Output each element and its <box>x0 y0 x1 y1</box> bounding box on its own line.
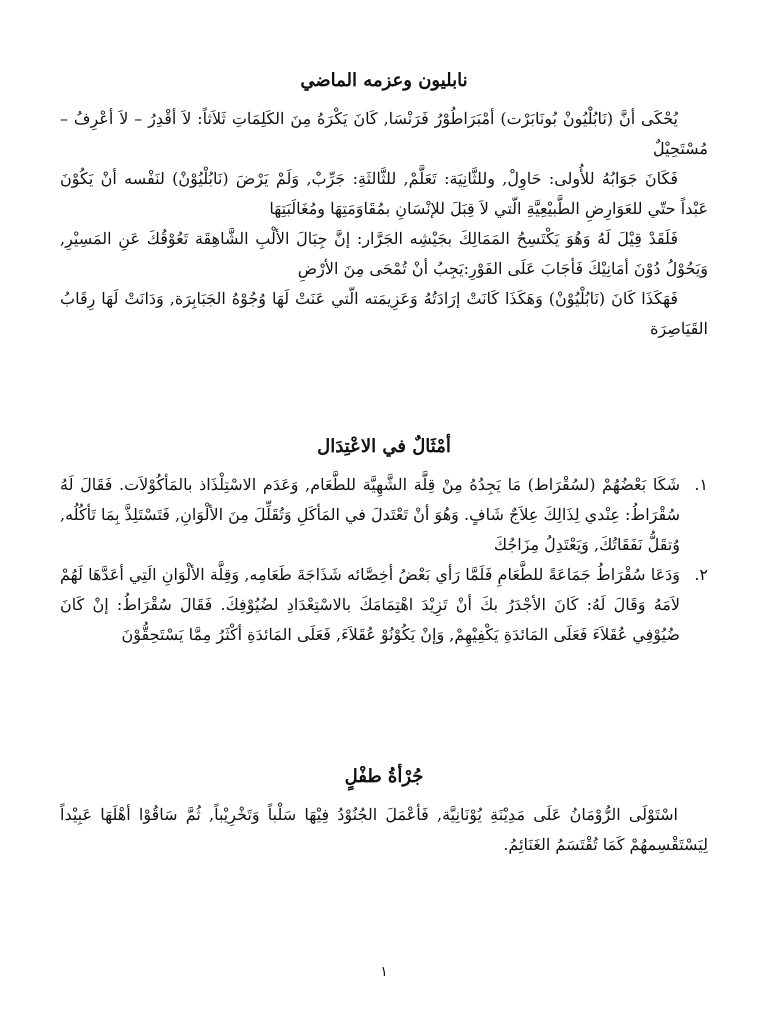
section-child-courage <box>60 764 708 860</box>
item-text: شَكَا بَعْضُهُمْ (لسُقْرَاط) مَا يَجِدُهُ مِنْ قِلَّة الشَّهِيَّة للطَّعَام, وَعَدَم الاسْتِلْذَاذ بالمَأكُوْلاَت. فَقَالَ لَهُ سُقْرَاطُ: عِنْدي لِذَالِكَ عِلاَجٌ شَافٍ. وَهُوَ أنْ تَعْتَدلَ في المَأكَلِ وَتُقَلِّلَ مِنَ الألْوَانِ, فَتَسْتَلِذَّ بِمَا تَأكُلُه, وُتقَلُّ نَفَقَاتُكَ, وَيَعْتَدِلُ مِزَاجُكَ <box>60 475 680 554</box>
numbered-list <box>60 470 708 650</box>
section-title: نابليون وعزمه الماضي <box>300 70 468 91</box>
list-item <box>60 560 708 650</box>
paragraph: فَكَانَ جَوَابُهُ للأُولى: حَاوِلْ, وللثَّانِيَة: تَعَلَّمْ, للثَّالثَةِ: جَرِّبْ, وَلَمْ يَرْضَ (نَابُلْيُوْنْ) لنَفْسه أنْ يَكُوْنَ عَبْداً حتّي للعَوَارِضِ الطَّبيْعِيَّةِ الّتي لاَ قِبَلَ للإنْسَانِ بمُقَاوَمَتِهَا ومُغَالَبَتِهَا <box>60 169 708 218</box>
paragraph: يُحْكَى أنَّ (نَابُلْيُونْ بُونَابَرْت) أمْبَرَاطُوْرُ فَرَنْسَا, كَانَ يَكْرَهُ مِنَ الكَلِمَاتِ ثَلاَثاً: لاَ أقْدِرُ – لاَ أعْرِفُ – مُسْتَحِيْلٌ <box>60 109 708 158</box>
item-number: ١. <box>694 475 708 494</box>
section-moderation <box>60 434 708 650</box>
paragraph: فَهَكَذَا كَانَ (نَابُلْيُوْنْ) وَهَكَذَا كَانَتْ إرَادَتُهُ وَعَزِيمَته الّتي عَنَتْ لَهَا وُجُوْهُ الجَبَابِرَة, وَدَانَتْ لَهَا رِقَابُ القَيَاصِرَة <box>60 289 708 338</box>
item-number: ٢. <box>694 565 708 584</box>
section-napoleon <box>60 68 708 344</box>
paragraph: اسْتَوْلَى الرُّوْمَانُ عَلَى مَدِيْنَةِ يُوْنَانِيَّة, فَأعْمَلَ الجُنُوْدُ فِيْهَا سَلْباً وَتَخْرِيْباً, ثُمَّ سَاقُوْا أهْلَهَا عَبِيْداً لِيَسْتَقْسِمهُمْ كَمَا تُقْتَسَمُ الغَنَائِمُ. <box>60 805 708 854</box>
page-number: ١ <box>380 964 388 980</box>
list-item <box>60 470 708 560</box>
item-text: وَدَعَا سُقْرَاطُ جَمَاعَةً للطَّعَامِ فَلَمَّا رَأي بَعْضُ أخِصَّائه شَذَاجَةَ طَعَامِه, وَقِلَّة الألْوَانِ الَتِي أعَدَّهَا لَهُمْ لاَمَهُ وَقَالَ لَهُ: كَانَ الأجْدَرُ بكَ أنْ تَزِيْدَ اهْتِمَامَكَ بالاسْتِعْدَادِ لضُيُوْفِكَ. فَقَالَ سُقْرَاطُ: إنْ كَانَ ضُيُوْفِي عُقَلاَءَ فَعَلَى المَائدَةِ يَكْفِيْهِمْ, وَإنْ يَكُوْنُوْ عُقَلاَءَ, فَعَلَى المَائدَةِ أكْثَرُ مِمَّا يَسْتَحِقُّوْنَ <box>60 565 680 644</box>
section-title: جُرْأةُ طفْلٍ <box>344 766 424 787</box>
paragraph: فَلَقَدْ قِيْلَ لَهُ وَهُوَ يَكْتَسِحُ المَمَالِكَ بجَيْشِه الجَرَّار: إنَّ جِبَالَ الألْبِ الشَّاهِقَة تَعُوْقُكَ عَنِ المَسِيْرِ, وَيَحُوْلُ دُوْنَ أمَانِيْكَ فَأجَابَ عَلَى الفَوْرِ:يَجِبُ أنْ تُمْحَى مِنَ الأرْضِ <box>60 229 708 278</box>
section-title: أمْثَالٌ في الاعْتِدَال <box>317 436 451 457</box>
